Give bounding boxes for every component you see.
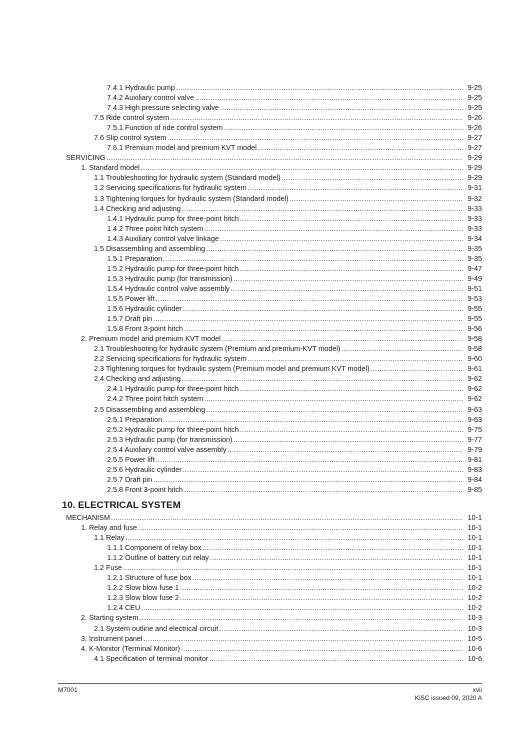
- toc-entry-title: 4.1 Specification of terminal monitor: [94, 653, 209, 663]
- toc-entry-page: 9-60: [467, 354, 482, 364]
- toc-entry-page: 10-2: [467, 583, 482, 593]
- toc-entry-title: 1.5.3 Hydraulic pump (for transmission): [107, 273, 233, 283]
- toc-entry-page: 10-1: [467, 573, 482, 583]
- toc-entry-title: 2.2 Servicing specifications for hydraulic system: [94, 354, 247, 364]
- toc-entry-page: 10-1: [467, 563, 482, 573]
- toc-entry[interactable]: [0, 314, 522, 324]
- toc-entry[interactable]: [0, 113, 522, 123]
- dot-leader: [206, 244, 463, 254]
- toc-entry-page: 9-62: [467, 394, 482, 404]
- toc-entry-page: 9-47: [467, 263, 482, 273]
- toc-entry-title: 2.1 System outline and electrical circuit: [94, 623, 219, 633]
- toc-entry-page: 9-35: [467, 253, 482, 263]
- dot-leader: [182, 374, 463, 384]
- toc-entry-page: 9-62: [467, 384, 482, 394]
- toc-entry-title: 2.1 Troubleshooting for hydraulic system (Premium and premium-KVT model): [94, 344, 341, 354]
- dot-leader: [341, 344, 463, 354]
- toc-entry-title: 2.3 Tightening torques for hydraulic system (Premium model and premium KVT model): [94, 364, 370, 374]
- dot-leader: [248, 354, 463, 364]
- toc-entry-title: 1.2.2 Slow blow fuse 1: [107, 583, 179, 593]
- toc-entry[interactable]: [0, 133, 522, 143]
- toc-entry-title: 1.4.2 Three point hitch system: [107, 223, 204, 233]
- toc-entry[interactable]: [0, 194, 522, 204]
- toc-entry-title: SERVICING: [66, 153, 106, 163]
- toc-entry-title: MECHANISM: [66, 513, 110, 522]
- toc-entry-page: 9-26: [467, 113, 482, 123]
- toc-entry[interactable]: [0, 415, 522, 425]
- footer-issue: KiSC issued 09, 2020 A: [414, 695, 482, 702]
- dot-leader: [182, 204, 463, 214]
- toc-entry-title: 1.2 Fuse: [94, 563, 122, 573]
- toc-entry-title: 1.4.3 Auxiliary control valve linkage: [107, 233, 219, 243]
- dot-leader: [170, 113, 463, 123]
- toc-entry[interactable]: [0, 455, 522, 465]
- footer-divider: [58, 683, 482, 684]
- toc-entry-title: 2. Premium model and premium KVT model: [81, 334, 221, 344]
- toc-entry-page: 9-25: [467, 83, 482, 92]
- dot-leader: [240, 384, 463, 394]
- toc-entry-page: 9-26: [467, 123, 482, 133]
- toc-entry[interactable]: [0, 143, 522, 153]
- toc-entry-page: 9-33: [467, 203, 482, 213]
- toc-entry[interactable]: [0, 153, 522, 163]
- toc-entry[interactable]: [0, 613, 522, 623]
- toc-entry-title: 1.5.8 Front 3-point hitch: [107, 324, 183, 334]
- dot-leader: [233, 274, 463, 284]
- toc-entry-title: 1.1 Troubleshooting for hydraulic system (Standard model): [94, 173, 281, 183]
- toc-entry-title: 2.4.1 Hydraulic pump for three-point hitch: [107, 384, 239, 394]
- dot-leader: [184, 324, 463, 334]
- toc-entry-page: 9-63: [467, 404, 482, 414]
- toc-entry-page: 9-77: [467, 434, 482, 444]
- toc-entry-page: 9-58: [467, 344, 482, 354]
- dot-leader: [176, 83, 463, 93]
- toc-entry[interactable]: [0, 405, 522, 415]
- dot-leader: [153, 475, 463, 485]
- toc-entry[interactable]: [0, 374, 522, 384]
- toc-entry-title: 1.1.1 Component of relay box: [107, 543, 202, 553]
- dot-leader: [123, 563, 463, 573]
- footer-page-number: xvii: [472, 687, 482, 694]
- toc-entry[interactable]: [0, 173, 522, 183]
- toc-entry-page: 9-63: [467, 414, 482, 424]
- toc-entry-page: 9-83: [467, 464, 482, 474]
- toc-entry-title: 7.5.1 Function of ride control system: [107, 123, 223, 133]
- toc-entry-title: 2. Starting system: [81, 613, 139, 623]
- dot-leader: [210, 553, 463, 563]
- toc-entry[interactable]: [0, 244, 522, 254]
- toc-entry-page: 9-58: [467, 334, 482, 344]
- toc-entry-title: 1.2.4 CEU: [107, 603, 141, 613]
- toc-entry-title: 1.4.1 Hydraulic pump for three-point hitch: [107, 213, 239, 223]
- toc-entry[interactable]: [0, 563, 522, 573]
- toc-entry[interactable]: [0, 553, 522, 563]
- toc-entry-page: 9-31: [467, 183, 482, 193]
- toc-entry-page: 9-49: [467, 273, 482, 283]
- toc-entry-title: 1.5.7 Draft pin: [107, 314, 153, 324]
- dot-leader: [204, 394, 463, 404]
- toc-entry[interactable]: [0, 475, 522, 485]
- toc-entry[interactable]: [0, 93, 522, 103]
- dot-leader: [167, 133, 463, 143]
- toc-entry[interactable]: [0, 204, 522, 214]
- toc-entry[interactable]: [0, 573, 522, 583]
- toc-entry[interactable]: [0, 593, 522, 603]
- toc-entry-page: 9-75: [467, 424, 482, 434]
- dot-leader: [144, 634, 463, 644]
- toc-entry[interactable]: [0, 435, 522, 445]
- toc-entry-page: 10-1: [467, 533, 482, 543]
- toc-entry[interactable]: [0, 425, 522, 435]
- toc-entry[interactable]: [0, 264, 522, 274]
- dot-leader: [227, 445, 463, 455]
- toc-entry-title: 7.4.2 Auxiliary control valve: [107, 93, 195, 103]
- dot-leader: [220, 103, 463, 113]
- toc-entry-title: 2.5 Disassembling and assembling: [94, 404, 206, 414]
- dot-leader: [224, 123, 463, 133]
- toc-entry-page: 9-53: [467, 293, 482, 303]
- toc-entry[interactable]: [0, 513, 522, 523]
- dot-leader: [206, 405, 463, 415]
- toc-entry[interactable]: [0, 344, 522, 354]
- toc-entry-page: 10-2: [467, 593, 482, 603]
- toc-entry[interactable]: [0, 183, 522, 193]
- toc-entry[interactable]: [0, 654, 522, 664]
- toc-entry[interactable]: [0, 523, 522, 533]
- toc-entry-page: 9-27: [467, 133, 482, 143]
- dot-leader: [183, 304, 463, 314]
- toc-entry[interactable]: [0, 644, 522, 654]
- toc-entry[interactable]: [0, 354, 522, 364]
- dot-leader: [163, 415, 463, 425]
- toc-entry[interactable]: [0, 274, 522, 284]
- toc-entry-page: 9-34: [467, 233, 482, 243]
- toc-entry-page: 10-5: [467, 633, 482, 643]
- toc-entry[interactable]: [0, 465, 522, 475]
- toc-entry-title: 1. Standard model: [81, 163, 140, 173]
- toc-entry-title: 1.3 Tightening torques for hydraulic system (Standard model): [94, 193, 289, 203]
- dot-leader: [111, 513, 463, 523]
- toc-entry-title: 1.5.5 Power lift: [107, 293, 155, 303]
- toc-entry-title: 2.5.7 Draft pin: [107, 474, 153, 484]
- dot-leader: [156, 455, 463, 465]
- dot-leader: [371, 364, 463, 374]
- dot-leader: [106, 153, 463, 163]
- toc-entry-title: 2.5.6 Hydraulic cylinder: [107, 464, 182, 474]
- toc-entry-page: 9-79: [467, 444, 482, 454]
- toc-entry-page: 9-56: [467, 324, 482, 334]
- toc-entry-page: 9-81: [467, 454, 482, 464]
- toc-entry[interactable]: [0, 394, 522, 404]
- dot-leader: [163, 254, 463, 264]
- toc-entry[interactable]: [0, 384, 522, 394]
- toc-entry-title: 1.2 Servicing specifications for hydraulic system: [94, 183, 247, 193]
- toc-entry-page: 10-3: [467, 623, 482, 633]
- toc-entry[interactable]: [0, 364, 522, 374]
- toc-entry-title: 7.5 Ride control system: [94, 113, 170, 123]
- dot-leader: [180, 583, 463, 593]
- toc-entry-page: 9-29: [467, 173, 482, 183]
- dot-leader: [125, 533, 463, 543]
- toc-entry-title: 2.5.1 Preparation: [107, 414, 163, 424]
- toc-entry[interactable]: [0, 163, 522, 173]
- dot-leader: [290, 194, 463, 204]
- toc-entry-title: 1.5.4 Hydraulic control valve assembly: [107, 283, 230, 293]
- toc-entry-title: 1.5.1 Preparation: [107, 253, 163, 263]
- toc-entry-page: 9-84: [467, 474, 482, 484]
- toc-entry[interactable]: [0, 284, 522, 294]
- toc-entry[interactable]: [0, 533, 522, 543]
- toc-entry[interactable]: [0, 334, 522, 344]
- dot-leader: [222, 334, 463, 344]
- dot-leader: [233, 435, 463, 445]
- toc-entry-page: 9-61: [467, 364, 482, 374]
- toc-entry-title: 1.1 Relay: [94, 533, 125, 543]
- toc-entry-page: 10-1: [467, 543, 482, 553]
- toc-entry[interactable]: [0, 214, 522, 224]
- dot-leader: [180, 593, 463, 603]
- dot-leader: [141, 163, 463, 173]
- toc-entry-title: 3. Instrument panel: [81, 633, 143, 643]
- toc-entry[interactable]: [0, 543, 522, 553]
- toc-entry[interactable]: [0, 583, 522, 593]
- toc-entry-page: 10-1: [467, 523, 482, 533]
- toc-entry[interactable]: [0, 324, 522, 334]
- toc-entry-page: 9-29: [467, 153, 482, 163]
- toc-entry-title: 2.4.2 Three point hitch system: [107, 394, 204, 404]
- dot-leader: [204, 224, 463, 234]
- toc-entry-title: 7.6 Slip control system: [94, 133, 167, 143]
- toc-entry[interactable]: [0, 624, 522, 634]
- toc-entry-page: 9-55: [467, 314, 482, 324]
- toc-entry-title: 1.1.2 Outline of battery cut relay: [107, 553, 209, 563]
- toc-entry-title: 2.5.4 Auxiliary control valve assembly: [107, 444, 227, 454]
- toc-entry-page: 10-2: [467, 603, 482, 613]
- toc-list-hydraulic: [0, 83, 522, 495]
- toc-entry-page: 9-85: [467, 484, 482, 494]
- toc-entry-title: 2.4 Checking and adjusting: [94, 374, 181, 384]
- toc-entry[interactable]: [0, 304, 522, 314]
- dot-leader: [140, 613, 463, 623]
- dot-leader: [258, 143, 463, 153]
- toc-entry[interactable]: [0, 634, 522, 644]
- toc-entry[interactable]: [0, 103, 522, 113]
- section-heading: 10. ELECTRICAL SYSTEM: [62, 500, 181, 511]
- dot-leader: [282, 173, 463, 183]
- toc-entry[interactable]: [0, 603, 522, 613]
- toc-entry-page: 10-6: [467, 643, 482, 653]
- toc-entry[interactable]: [0, 485, 522, 495]
- toc-entry-title: 1.5.2 Hydraulic pump for three-point hitch: [107, 263, 239, 273]
- toc-entry-title: 2.5.8 Front 3-point hitch: [107, 484, 183, 494]
- dot-leader: [153, 314, 463, 324]
- dot-leader: [220, 234, 463, 244]
- dot-leader: [209, 654, 463, 664]
- toc-entry[interactable]: [0, 83, 522, 93]
- toc-entry-title: 1.4 Checking and adjusting: [94, 203, 181, 213]
- dot-leader: [240, 425, 463, 435]
- toc-entry-page: 10-1: [467, 513, 482, 522]
- toc-entry-page: 9-33: [467, 223, 482, 233]
- dot-leader: [240, 264, 463, 274]
- dot-leader: [181, 644, 463, 654]
- toc-entry-page: 10-1: [467, 553, 482, 563]
- toc-entry-page: 10-3: [467, 613, 482, 623]
- toc-entry-title: 7.4.1 Hydraulic pump: [107, 83, 175, 92]
- dot-leader: [184, 485, 463, 495]
- dot-leader: [192, 573, 463, 583]
- toc-entry-page: 9-62: [467, 374, 482, 384]
- dot-leader: [231, 284, 463, 294]
- toc-entry-page: 10-6: [467, 653, 482, 663]
- dot-leader: [183, 465, 463, 475]
- toc-entry[interactable]: [0, 234, 522, 244]
- dot-leader: [141, 603, 463, 613]
- toc-entry-title: 1.2.1 Structure of fuse box: [107, 573, 192, 583]
- toc-entry-title: 2.5.2 Hydraulic pump for three-point hitch: [107, 424, 239, 434]
- toc-entry-title: 1.2.3 Slow blow fuse 2: [107, 593, 179, 603]
- toc-entry-title: 4. K-Monitor (Terminal Monitor): [81, 643, 181, 653]
- toc-entry-page: 9-25: [467, 93, 482, 103]
- toc-entry-page: 9-25: [467, 103, 482, 113]
- footer-info: [415, 687, 482, 703]
- toc-entry-title: 2.5.3 Hydraulic pump (for transmission): [107, 434, 233, 444]
- dot-leader: [202, 543, 463, 553]
- toc-entry[interactable]: [0, 294, 522, 304]
- dot-leader: [240, 214, 463, 224]
- toc-list-electrical: [0, 513, 522, 664]
- toc-entry[interactable]: [0, 123, 522, 133]
- toc-entry-page: 9-55: [467, 304, 482, 314]
- toc-entry-page: 9-32: [467, 193, 482, 203]
- footer-manual-code: M7001: [58, 687, 78, 694]
- toc-entry-page: 9-27: [467, 143, 482, 153]
- toc-entry-page: 9-29: [467, 163, 482, 173]
- dot-leader: [248, 183, 463, 193]
- toc-entry-page: 9-51: [467, 283, 482, 293]
- toc-entry-page: 9-33: [467, 213, 482, 223]
- dot-leader: [138, 523, 463, 533]
- toc-entry-title: 7.4.3 High pressure selecting valve: [107, 103, 219, 113]
- toc-entry-title: 1.5.6 Hydraulic cylinder: [107, 304, 182, 314]
- toc-entry-title: 1.5 Disassembling and assembling: [94, 243, 206, 253]
- toc-entry-title: 1. Relay and fuse: [81, 523, 137, 533]
- dot-leader: [195, 93, 463, 103]
- toc-entry[interactable]: [0, 254, 522, 264]
- dot-leader: [219, 624, 463, 634]
- dot-leader: [156, 294, 463, 304]
- toc-entry-title: 2.5.5 Power lift: [107, 454, 155, 464]
- toc-entry-title: 7.6.1 Premium model and premium KVT model: [107, 143, 257, 153]
- toc-entry-page: 9-35: [467, 243, 482, 253]
- toc-entry[interactable]: [0, 224, 522, 234]
- toc-entry[interactable]: [0, 445, 522, 455]
